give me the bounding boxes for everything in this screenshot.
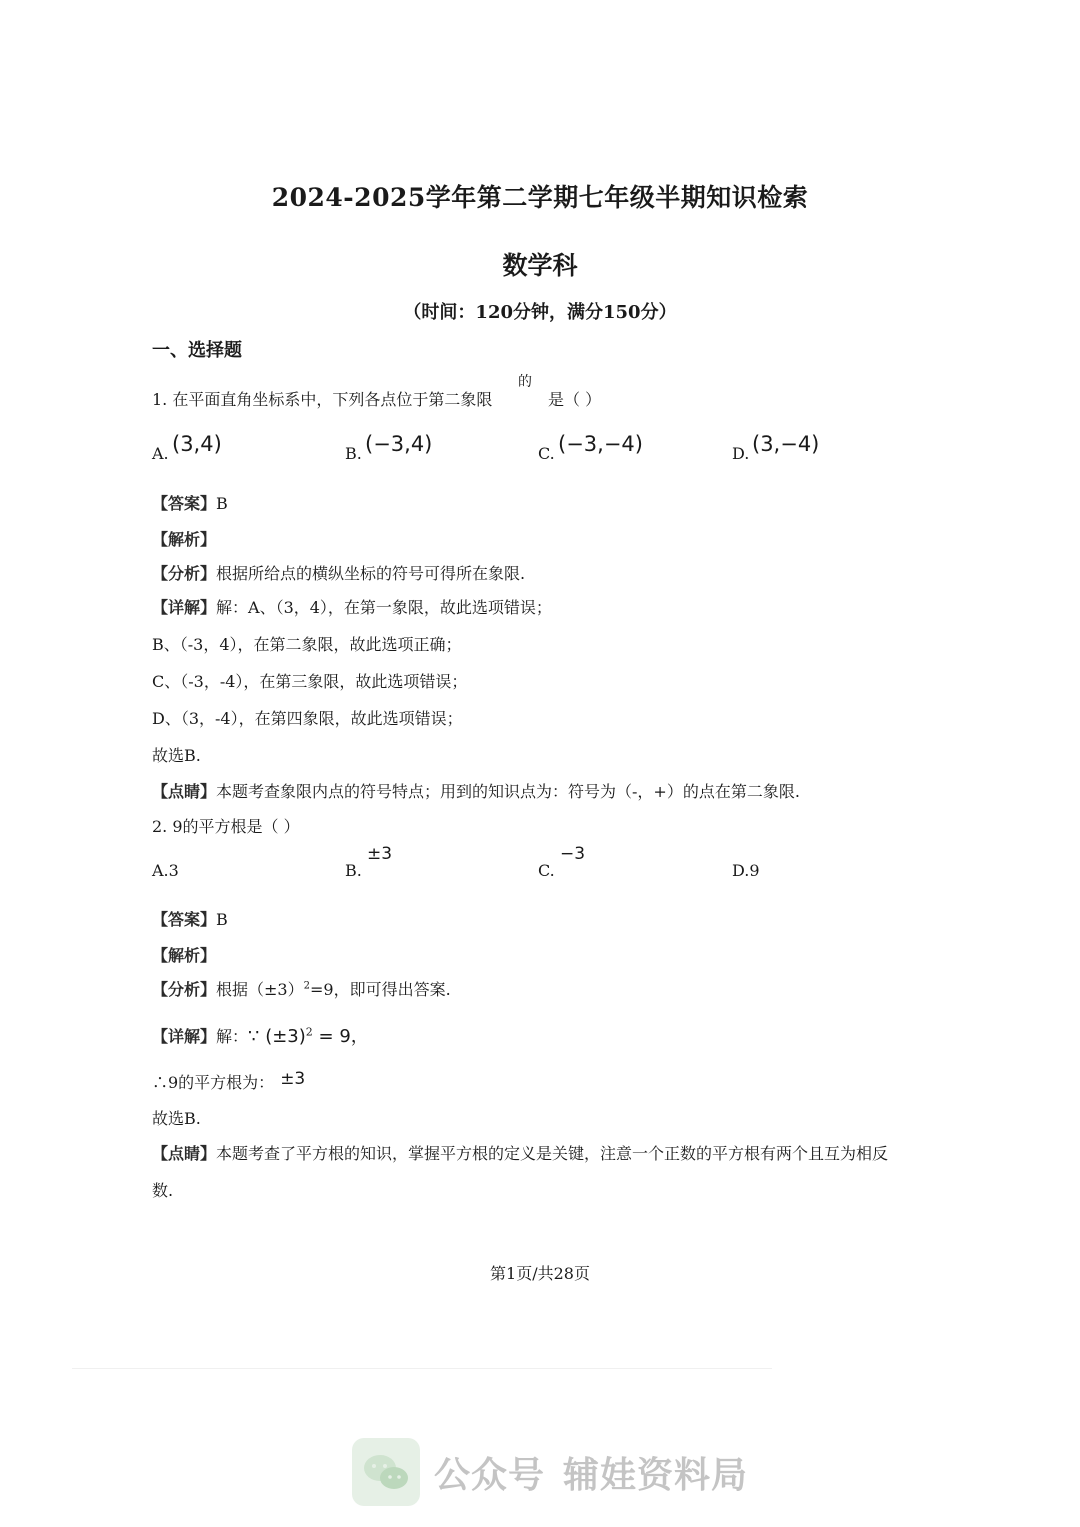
q1-option-c-label: C.: [538, 444, 555, 463]
divider: [72, 1368, 772, 1369]
wechat-icon: [352, 1438, 420, 1506]
q2-option-d-label: D.: [732, 861, 750, 880]
q2-option-c-label: C.: [538, 861, 555, 880]
q1-option-b-value: (−3,4): [365, 432, 433, 456]
q1-line-d: D、（3，-4），在第四象限，故此选项错误；: [152, 709, 463, 728]
q1-line-b: B、（-3，4），在第二象限，故此选项正确；: [152, 635, 462, 654]
xiangjie-math: ∵ (±3): [248, 1026, 306, 1047]
q2-conclusion: 故选B.: [152, 1109, 201, 1128]
analysis-tag: 【解析】: [152, 946, 217, 965]
q1-stem-floating: 的: [518, 374, 532, 390]
dianjing-text: 本题考查象限内点的符号特点；用到的知识点为：符号为（-，+）的点在第二象限.: [216, 782, 800, 801]
xiangjie-text: 解：A、（3，4），在第一象限，故此选项错误；: [216, 598, 552, 617]
answer-value: B: [216, 910, 228, 929]
q2-option-b-value: ±3: [367, 844, 393, 864]
q1-option-a-value: (3,4): [172, 432, 222, 456]
q2-fenxi: [152, 977, 451, 1000]
q1-answer: [152, 491, 228, 514]
q2-dianjing-cont: 数.: [152, 1181, 174, 1200]
q1-stem-prefix: 1. 在平面直角坐标系中，下列各点位于第二象限: [152, 390, 493, 409]
therefore-text: ∴9的平方根为：: [152, 1073, 275, 1092]
q1-fenxi: [152, 561, 525, 584]
xiangjie-text: 解：: [216, 1027, 249, 1046]
watermark-name: 辅娃资料局: [563, 1454, 749, 1496]
analysis-tag: 【解析】: [152, 530, 217, 549]
q2-option-c-value: −3: [560, 844, 586, 864]
section-title: 一、选择题: [152, 340, 242, 361]
fenxi-sup: 2: [303, 980, 310, 992]
q2-analysis-tag: [152, 943, 216, 966]
dianjing-text: 本题考查了平方根的知识，掌握平方根的定义是关键，注意一个正数的平方根有两个且互为相反: [216, 1144, 889, 1163]
xiangjie-tag: 【详解】: [152, 1027, 217, 1046]
q2-option-a-label: A.: [152, 861, 169, 880]
answer-value: B: [216, 494, 228, 513]
exam-title: 2024-2025学年第二学期七年级半期知识检索: [271, 183, 809, 212]
watermark-prefix: 公众号: [434, 1454, 546, 1496]
q1-dianjing: [152, 779, 800, 802]
q2-stem: 2. 9的平方根是（ ）: [152, 817, 300, 836]
q1-analysis-tag: [152, 527, 216, 550]
fenxi-text: 根据所给点的横纵坐标的符号可得所在象限.: [216, 564, 526, 583]
xiangjie-tag: 【详解】: [152, 598, 217, 617]
q1-option-b-label: B.: [345, 444, 362, 463]
q2-option-a-value: 3: [168, 861, 179, 880]
watermark: [352, 1438, 766, 1506]
watermark-text: [434, 1447, 766, 1498]
xiangjie-math-post: = 9，: [312, 1026, 369, 1047]
q2-therefore: [152, 1070, 305, 1093]
q2-option-b-label: B.: [345, 861, 362, 880]
q1-xiangjie: [152, 595, 552, 618]
fenxi-tag: 【分析】: [152, 564, 217, 583]
q2-option-a: [152, 861, 179, 880]
answer-tag: 【答案】: [152, 910, 217, 929]
page-number: 第1页/共28页: [490, 1264, 590, 1283]
fenxi-tag: 【分析】: [152, 980, 217, 999]
q2-answer: [152, 907, 228, 930]
q2-option-d-value: 9: [749, 861, 760, 880]
q1-stem-suffix: 是（ ）: [548, 390, 602, 409]
fenxi-text-post: =9，即可得出答案.: [309, 980, 451, 999]
q1-line-c: C、（-3，-4），在第三象限，故此选项错误；: [152, 672, 468, 691]
q1-option-a-label: A.: [152, 444, 169, 463]
q1-option-d-value: (3,−4): [752, 432, 820, 456]
q2-option-d: [732, 861, 760, 880]
subject-title: 数学科: [502, 251, 578, 280]
therefore-value: ±3: [280, 1069, 306, 1089]
q2-xiangjie: [152, 1022, 369, 1048]
q1-option-d-label: D.: [732, 444, 750, 463]
xiangjie-sup: 2: [305, 1025, 313, 1039]
q1-option-c-value: (−3,−4): [558, 432, 643, 456]
q1-conclusion: 故选B.: [152, 746, 201, 765]
dianjing-tag: 【点睛】: [152, 782, 217, 801]
q1-stem: [152, 387, 492, 410]
fenxi-text: 根据（±3）: [216, 980, 304, 999]
dianjing-tag: 【点睛】: [152, 1144, 217, 1163]
time-info: （时间：120分钟，满分150分）: [403, 302, 677, 323]
q2-dianjing: [152, 1141, 888, 1164]
answer-tag: 【答案】: [152, 494, 217, 513]
